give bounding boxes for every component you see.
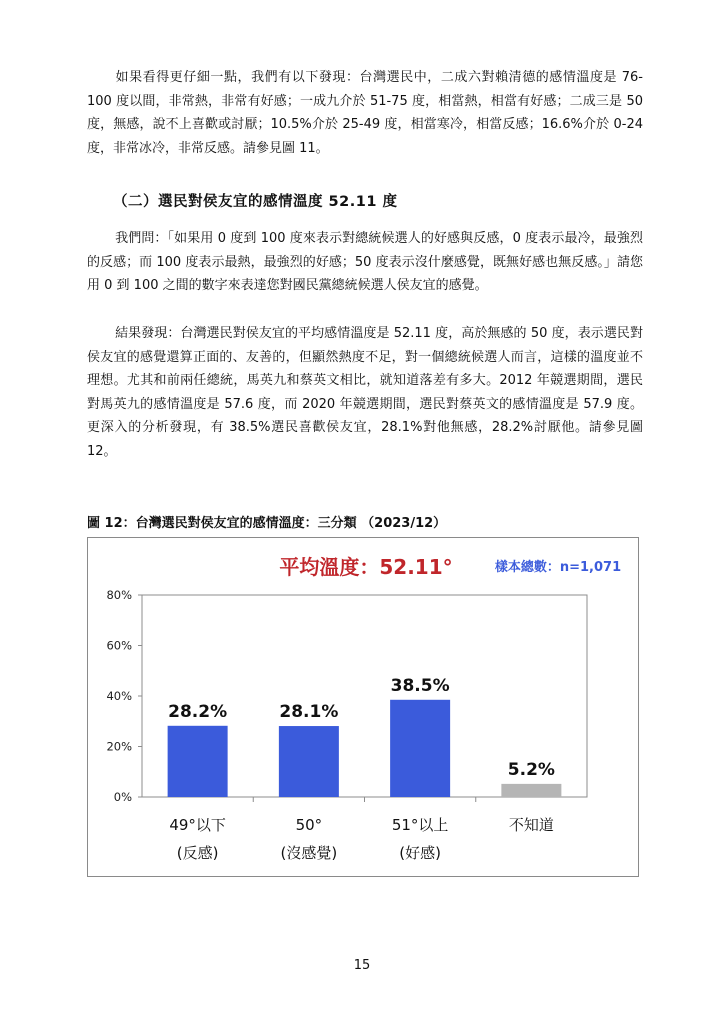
y-tick-label: 20% xyxy=(106,739,132,754)
bar-chart xyxy=(88,538,640,878)
paragraph-findings-lai: 如果看得更仔細一點，我們有以下發現：台灣選民中，二成六對賴清德的感情溫度是 76-100 度以間，非常熱，非常有好感；一成九介於 51-75 度，相當熱，相當有好感；二成三是 50 度，無感，說不上喜歡或討厭；10.5%介於 25-49 度，相當寒冷，相當反感；16.6%介於 0-24 度，非常冰冷，非常反感。請參見圖 11。 xyxy=(87,70,643,156)
chart-title: 平均溫度：52.11° xyxy=(279,555,453,579)
y-tick-label: 0% xyxy=(113,790,132,804)
paragraph-question: 我們問：「如果用 0 度到 100 度來表示對總統候選人的好感與反感，0 度表示最冷，最強烈的反感；而 100 度表示最熱，最強烈的好感；50 度表示沒什麼感覺，既無好感也無反感。」請您用 0 到 100 之間的數字來表達您對國民黨總統候選人侯友宜的感覺。 xyxy=(87,231,643,293)
x-category-label: 不知道 xyxy=(508,816,554,834)
x-category-label: 50° xyxy=(295,816,323,834)
section-heading: （二）選民對侯友宜的感情溫度 52.11 度 xyxy=(113,194,398,210)
page-number: 15 xyxy=(353,958,371,973)
data-label: 38.5% xyxy=(390,675,450,696)
bar xyxy=(501,784,561,797)
data-label: 5.2% xyxy=(507,759,555,780)
y-tick-label: 40% xyxy=(106,689,132,703)
y-tick-label: 80% xyxy=(106,588,132,602)
data-label: 28.1% xyxy=(279,702,339,723)
figure-caption: 圖 12：台灣選民對侯友宜的感情溫度：三分類 （2023/12） xyxy=(87,516,447,531)
chart-frame xyxy=(87,537,639,877)
y-tick-label: 60% xyxy=(106,638,132,653)
bar xyxy=(168,726,228,797)
x-category-sublabel: (好感) xyxy=(399,844,441,862)
x-category-label: 51°以上 xyxy=(391,816,449,834)
x-category-sublabel: (沒感覺) xyxy=(280,844,338,862)
x-category-sublabel: (反感) xyxy=(176,844,219,862)
x-category-label: 49°以下 xyxy=(169,816,226,834)
chart-subtitle: 樣本總數：n=1,071 xyxy=(494,560,622,575)
bar xyxy=(390,700,450,797)
bar xyxy=(279,726,339,797)
data-label: 28.2% xyxy=(168,701,228,722)
paragraph-results: 結果發現：台灣選民對侯友宜的平均感情溫度是 52.11 度，高於無感的 50 度，表示選民對侯友宜的感覺還算正面的、友善的，但顯然熱度不足，對一個總統候選人而言，這樣的溫度並不理想。尤其和前兩任總統，馬英九和蔡英文相比，就知道落差有多大。2012 年競選期間，選民對馬英九的感情溫度是 57.6 度，而 2020 年競選期間，選民對蔡英文的感情溫度是 57.9 度。更深入的分析發現，有 38.5%選民喜歡侯友宜，28.1%對他無感，28.2%討厭他。請參見圖 12。 xyxy=(87,326,643,459)
